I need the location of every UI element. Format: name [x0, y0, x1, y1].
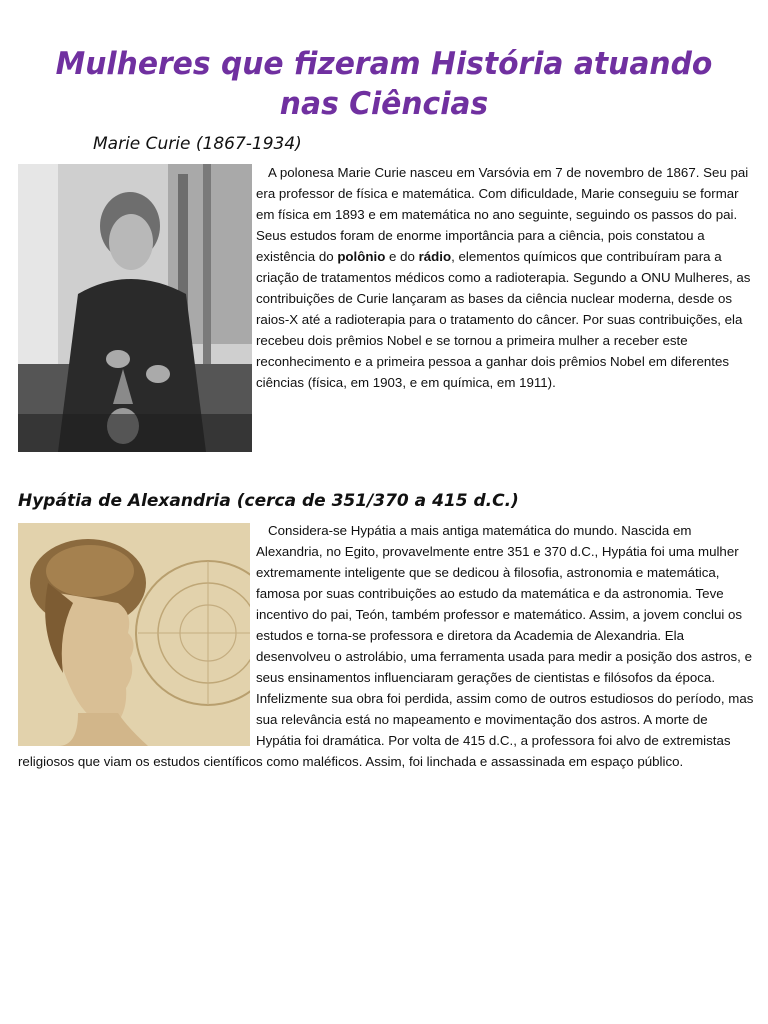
- marie-curie-illustration: [18, 164, 252, 452]
- section-heading-hypatia: Hypátia de Alexandria (cerca de 351/370 a 415 d.C.): [18, 491, 519, 511]
- text-line: contribuições de Curie lançaram as bases da ciência nuclear moderna, desde os: [256, 291, 732, 306]
- text-line: religiosos que viam os estudos científicos como maléficos. Assim, foi linchada e assassinada em espaço público.: [18, 754, 684, 769]
- text-line: reconhecimento e a primeira pessoa a ganhar dois prêmios Nobel em diferentes: [256, 354, 730, 369]
- text-line: existência do polônio e do rádio, elementos químicos que contribuíram para a: [256, 249, 722, 264]
- text-line: seus ensinamentos influenciaram gerações de cientistas e filósofos da época.: [256, 670, 716, 685]
- radio-term: rádio: [418, 249, 452, 264]
- text-line: incentivo do pai, Teón, também professor e matemático. Assim, a jovem conclui os: [256, 607, 743, 622]
- section-heading-marie-curie: Marie Curie (1867-1934): [93, 134, 302, 154]
- text-line: criação de tratamentos médicos como a radioterapia. Segundo a ONU Mulheres, as: [256, 270, 751, 285]
- text-line: Considera-se Hypátia a mais antiga matemática do mundo. Nascida em: [268, 523, 692, 538]
- page-title: Mulheres que fizeram História atuando nas Ciências: [55, 46, 713, 122]
- hypatia-drawing: [18, 523, 250, 746]
- text-line: Infelizmente sua obra foi perdida, assim como de outros estudiosos do período, mas: [256, 691, 754, 706]
- text-line: em física em 1893 e em matemática no ano seguinte, seguindo os passos do pai.: [256, 207, 738, 222]
- text-line: raios-X até a radioterapia para o tratamento do câncer. Por suas contribuições, ela: [256, 312, 743, 327]
- text-line: ciências (física, em 1903, e em química, em 1911).: [256, 375, 556, 390]
- text-line: Alexandria, no Egito, provavelmente entre 351 e 370 d.C., Hypátia foi uma mulher: [256, 544, 739, 559]
- marie-curie-text: [256, 162, 756, 393]
- text-line: era professor de física e matemática. Com dificuldade, Marie conseguiu se formar: [256, 186, 739, 201]
- text-line: A polonesa Marie Curie nasceu em Varsóvia em 7 de novembro de 1867. Seu pai: [268, 165, 749, 180]
- text-line: sua relevância está no mapeamento e movimentação dos astros. A morte de: [256, 712, 708, 727]
- hypatia-illustration: [18, 523, 250, 746]
- hypatia-text-tail: [18, 751, 758, 772]
- text-line: recebeu dois prêmios Nobel e se tornou a primeira mulher a receber este: [256, 333, 688, 348]
- polonio-term: polônio: [337, 249, 386, 264]
- text-line: Seus estudos foram de enorme importância para a ciência, pois constatou a: [256, 228, 705, 243]
- text-line: extremamente inteligente que se dedicou à filosofia, astronomia e matemática,: [256, 565, 720, 580]
- text-line: Hypátia foi dramática. Por volta de 415 d.C., a professora foi alvo de extremistas: [256, 733, 731, 748]
- text-line: estudos e torna-se professora e diretora da Academia de Alexandria. Ela: [256, 628, 684, 643]
- text-line: famosa por suas contribuições ao estudo da matemática e da astronomia. Teve: [256, 586, 724, 601]
- text-line: desenvolveu o astrolábio, uma ferramenta usada para medir a posição dos astros, e: [256, 649, 752, 664]
- marie-curie-photo: [18, 164, 252, 452]
- hypatia-text: [256, 520, 754, 751]
